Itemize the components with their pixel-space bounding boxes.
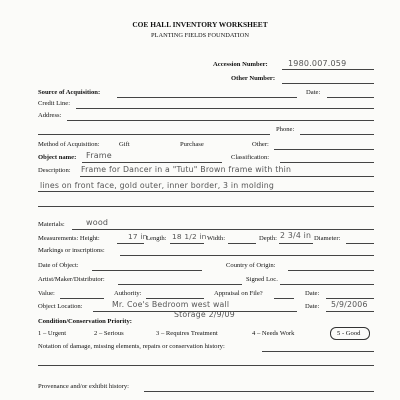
description-label: Description: bbox=[38, 167, 71, 174]
value-label: Value: bbox=[38, 290, 55, 297]
height-value: 17 in bbox=[128, 232, 148, 241]
priority-option-5[interactable]: 5 - Good bbox=[337, 330, 361, 337]
length-value: 18 1/2 in bbox=[172, 232, 207, 241]
source-of-acquisition-line[interactable] bbox=[117, 97, 297, 98]
depth-line[interactable] bbox=[279, 243, 313, 244]
authority-label: Authority: bbox=[114, 290, 142, 297]
method-gift-option[interactable]: Gift bbox=[119, 141, 130, 148]
form-subtitle: PLANTING FIELDS FOUNDATION bbox=[151, 32, 249, 39]
notation-label: Notation of damage, missing elements, repairs or conservation history: bbox=[38, 343, 225, 350]
source-date-line[interactable] bbox=[327, 97, 374, 98]
source-of-acquisition-label: Source of Acquisition: bbox=[38, 89, 101, 96]
object-location-value-2: Storage 2/9/09 bbox=[174, 310, 235, 319]
date-of-object-line[interactable] bbox=[92, 270, 202, 271]
location-date-label: Date: bbox=[305, 303, 320, 310]
markings-line[interactable] bbox=[120, 255, 374, 256]
credit-line-line[interactable] bbox=[76, 108, 374, 109]
appraisal-date-label: Date: bbox=[305, 290, 320, 297]
object-name-label: Object name: bbox=[38, 154, 77, 161]
accession-number-line[interactable] bbox=[282, 69, 374, 70]
materials-value: wood bbox=[86, 218, 109, 227]
phone-label: Phone: bbox=[276, 126, 295, 133]
credit-line-label: Credit Line: bbox=[38, 100, 71, 107]
condition-header: Condition/Conservation Priority: bbox=[38, 318, 132, 325]
description-value-2: lines on front face, gold outer, inner border, 3 in molding bbox=[40, 181, 275, 190]
description-value-1: Frame for Dancer in a "Tutu" Brown frame with thin bbox=[81, 165, 292, 174]
object-location-value-1: Mr. Coe's Bedroom west wall bbox=[112, 300, 230, 309]
source-date-label: Date: bbox=[306, 89, 321, 96]
diameter-line[interactable] bbox=[346, 243, 374, 244]
form-title: COE HALL INVENTORY WORKSHEET bbox=[132, 20, 268, 29]
object-name-value: Frame bbox=[86, 151, 112, 160]
priority-option-4[interactable]: 4 – Needs Work bbox=[252, 330, 295, 337]
artist-line[interactable] bbox=[118, 284, 242, 285]
address-label: Address: bbox=[38, 112, 62, 119]
height-line[interactable] bbox=[117, 243, 144, 244]
description-line-2[interactable] bbox=[38, 191, 374, 192]
length-line[interactable] bbox=[170, 243, 204, 244]
appraisal-date-line[interactable] bbox=[326, 298, 374, 299]
method-other-line[interactable] bbox=[274, 149, 374, 150]
provenance-label: Provenance and/or exhibit history: bbox=[38, 383, 130, 390]
appraisal-label: Appraisal on File? bbox=[214, 290, 263, 297]
notation-line-1[interactable] bbox=[262, 351, 374, 352]
date-of-object-label: Date of Object: bbox=[38, 262, 79, 269]
width-label: Width: bbox=[207, 235, 226, 242]
provenance-line[interactable] bbox=[144, 391, 374, 392]
accession-number-label: Accession Number: bbox=[213, 61, 268, 68]
description-line-1[interactable] bbox=[80, 176, 374, 177]
materials-label: Materials: bbox=[38, 221, 65, 228]
signed-loc-line[interactable] bbox=[280, 284, 374, 285]
method-of-acquisition-label: Method of Acquisition: bbox=[38, 141, 100, 148]
method-other-label: Other: bbox=[252, 141, 269, 148]
width-line[interactable] bbox=[228, 243, 256, 244]
priority-option-2[interactable]: 2 – Serious bbox=[94, 330, 124, 337]
artist-label: Artist/Maker/Distributor: bbox=[38, 276, 105, 283]
country-of-origin-label: Country of Origin: bbox=[226, 262, 276, 269]
classification-label: Classification: bbox=[231, 154, 270, 161]
appraisal-line[interactable] bbox=[274, 298, 294, 299]
classification-line[interactable] bbox=[280, 162, 374, 163]
method-purchase-option[interactable]: Purchase bbox=[180, 141, 204, 148]
length-label: Length: bbox=[146, 235, 167, 242]
phone-line[interactable] bbox=[300, 134, 374, 135]
depth-label: Depth: bbox=[259, 235, 277, 242]
measurements-height-label: Measurements: Height: bbox=[38, 235, 100, 242]
location-date-line[interactable] bbox=[326, 311, 374, 312]
markings-label: Markings or inscriptions: bbox=[38, 247, 105, 254]
value-line[interactable] bbox=[60, 298, 104, 299]
notation-line-2[interactable] bbox=[38, 365, 374, 366]
object-name-line[interactable] bbox=[82, 162, 222, 163]
diameter-label: Diameter: bbox=[314, 235, 341, 242]
other-number-line[interactable] bbox=[282, 83, 374, 84]
authority-line[interactable] bbox=[146, 298, 204, 299]
materials-line[interactable] bbox=[72, 229, 374, 230]
country-of-origin-line[interactable] bbox=[288, 270, 374, 271]
depth-value: 2 3/4 in bbox=[280, 231, 312, 240]
description-line-3[interactable] bbox=[38, 206, 374, 207]
address-line-1[interactable] bbox=[67, 120, 374, 121]
other-number-label: Other Number: bbox=[231, 75, 276, 82]
priority-option-3[interactable]: 3 – Requires Treatment bbox=[156, 330, 218, 337]
address-line-2[interactable] bbox=[38, 134, 270, 135]
signed-loc-label: Signed Loc. bbox=[246, 276, 278, 283]
priority-option-1[interactable]: 1 – Urgent bbox=[38, 330, 67, 337]
object-location-label: Object Location: bbox=[38, 303, 83, 310]
accession-number-value: 1980.007.059 bbox=[288, 59, 347, 68]
location-date-value: 5/9/2006 bbox=[331, 300, 368, 309]
